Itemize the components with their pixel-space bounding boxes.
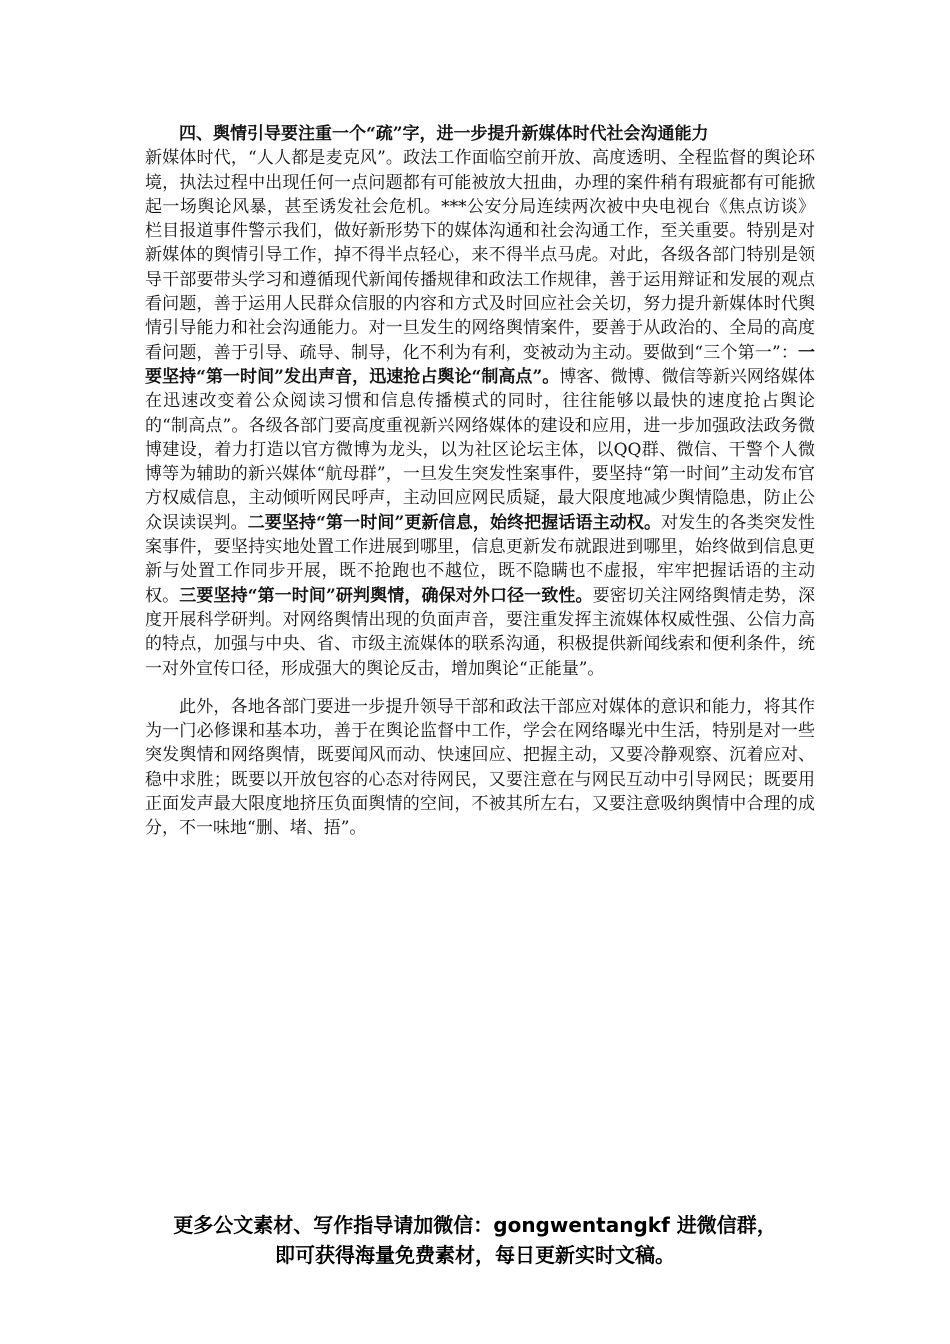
paragraph-main [145, 146, 815, 681]
point-2-heading: 二要坚持“第一时间”更新信息，始终把握话语主动权。 [247, 512, 662, 533]
promo-footer-line-2: 即可获得海量免费素材，每日更新实时文稿。 [275, 1243, 675, 1267]
promo-footer [0, 1210, 950, 1270]
point-1-heading: 一要坚持“第一时间”发出声音，迅速抢占舆论“制高点”。 [145, 342, 815, 387]
section-heading: 四、舆情引导要注重一个“疏”字，进一步提升新媒体时代社会沟通能力 [179, 124, 709, 144]
paragraph-intro: 新媒体时代，“人人都是麦克风”。政法工作面临空前开放、高度透明、全程监督的舆论环境，执法过程中出现任何一点问题都有可能被放大扭曲，办理的案件稍有瑕疵都有可能掀起一场舆论风暴，甚至诱发社会危机。***公安分局连续两次被中央电视台《焦点访谈》栏目报道事件警示我们，做好新形势下的媒体沟通和社会沟通工作，至关重要。特别是对新媒体的舆情引导工作，掉不得半点轻心，来不得半点马虎。对此，各级各部门特别是领导干部要带头学习和遵循现代新闻传播规律和政法工作规律，善于运用辩证和发展的观点看问题，善于运用人民群众信服的内容和方式及时回应社会关切，努力提升新媒体时代舆情引导能力和社会沟通能力。对一旦发生的网络舆情案件，要善于从政治的、全局的高度看问题，善于引导、疏导、制导，化不利为有利，变被动为主动。要做到“三个第一”： [145, 148, 815, 363]
point-1-text: 博客、微博、微信等新兴网络媒体在迅速改变着公众阅读习惯和信息传播模式的同时，往往能够以最快的速度抢占舆论的“制高点”。各级各部门要高度重视新兴网络媒体的建设和应用，进一步加强政法政务微博建设，着力打造以官方微博为龙头，以为社区论坛主体，以QQ群、微信、干警个人微博等为辅助的新兴媒体“航母群”，一旦发生突发性案事件，要坚持“第一时间”主动发布官方权威信息，主动倾听网民呼声，主动回应网民质疑，最大限度地减少舆情隐患，防止公众误读误判。 [145, 366, 815, 533]
point-3-heading: 三要坚持“第一时间”研判舆情，确保对外口径一致性。 [179, 585, 593, 606]
document-body [145, 122, 815, 841]
paragraph-closing: 此外，各地各部门要进一步提升领导干部和政法干部应对媒体的意识和能力，将其作为一门必修课和基本功，善于在舆论监督中工作，学会在网络曝光中生活，特别是对一些突发舆情和网络舆情，既要闻风而动、快速回应、把握主动，又要冷静观察、沉着应对、稳中求胜；既要以开放包容的心态对待网民，又要注意在与网民互动中引导网民；既要用正面发声最大限度地挤压负面舆情的空间，不被其所左右，又要注意吸纳舆情中合理的成分，不一味地“删、堵、捂”。 [145, 696, 815, 839]
promo-footer-line-1: 更多公文素材、写作指导请加微信：gongwentangkf 进微信群， [173, 1213, 777, 1237]
point-2-text: 对发生的各类突发性案事件，要坚持实地处置工作进展到哪里，信息更新发布就跟进到哪里，始终做到信息更新与处置工作同步开展，既不抢跑也不越位，既不隐瞒也不虚报，牢牢把握话语的主动权。 [145, 512, 816, 606]
point-3-text: 要密切关注网络舆情走势，深度开展科学研判。对网络舆情出现的负面声音，要注重发挥主流媒体权威性强、公信力高的特点，加强与中央、省、市级主流媒体的联系沟通，积极提供新闻线索和便利条件，统一对外宣传口径，形成强大的舆论反击，增加舆论“正能量”。 [145, 585, 816, 679]
